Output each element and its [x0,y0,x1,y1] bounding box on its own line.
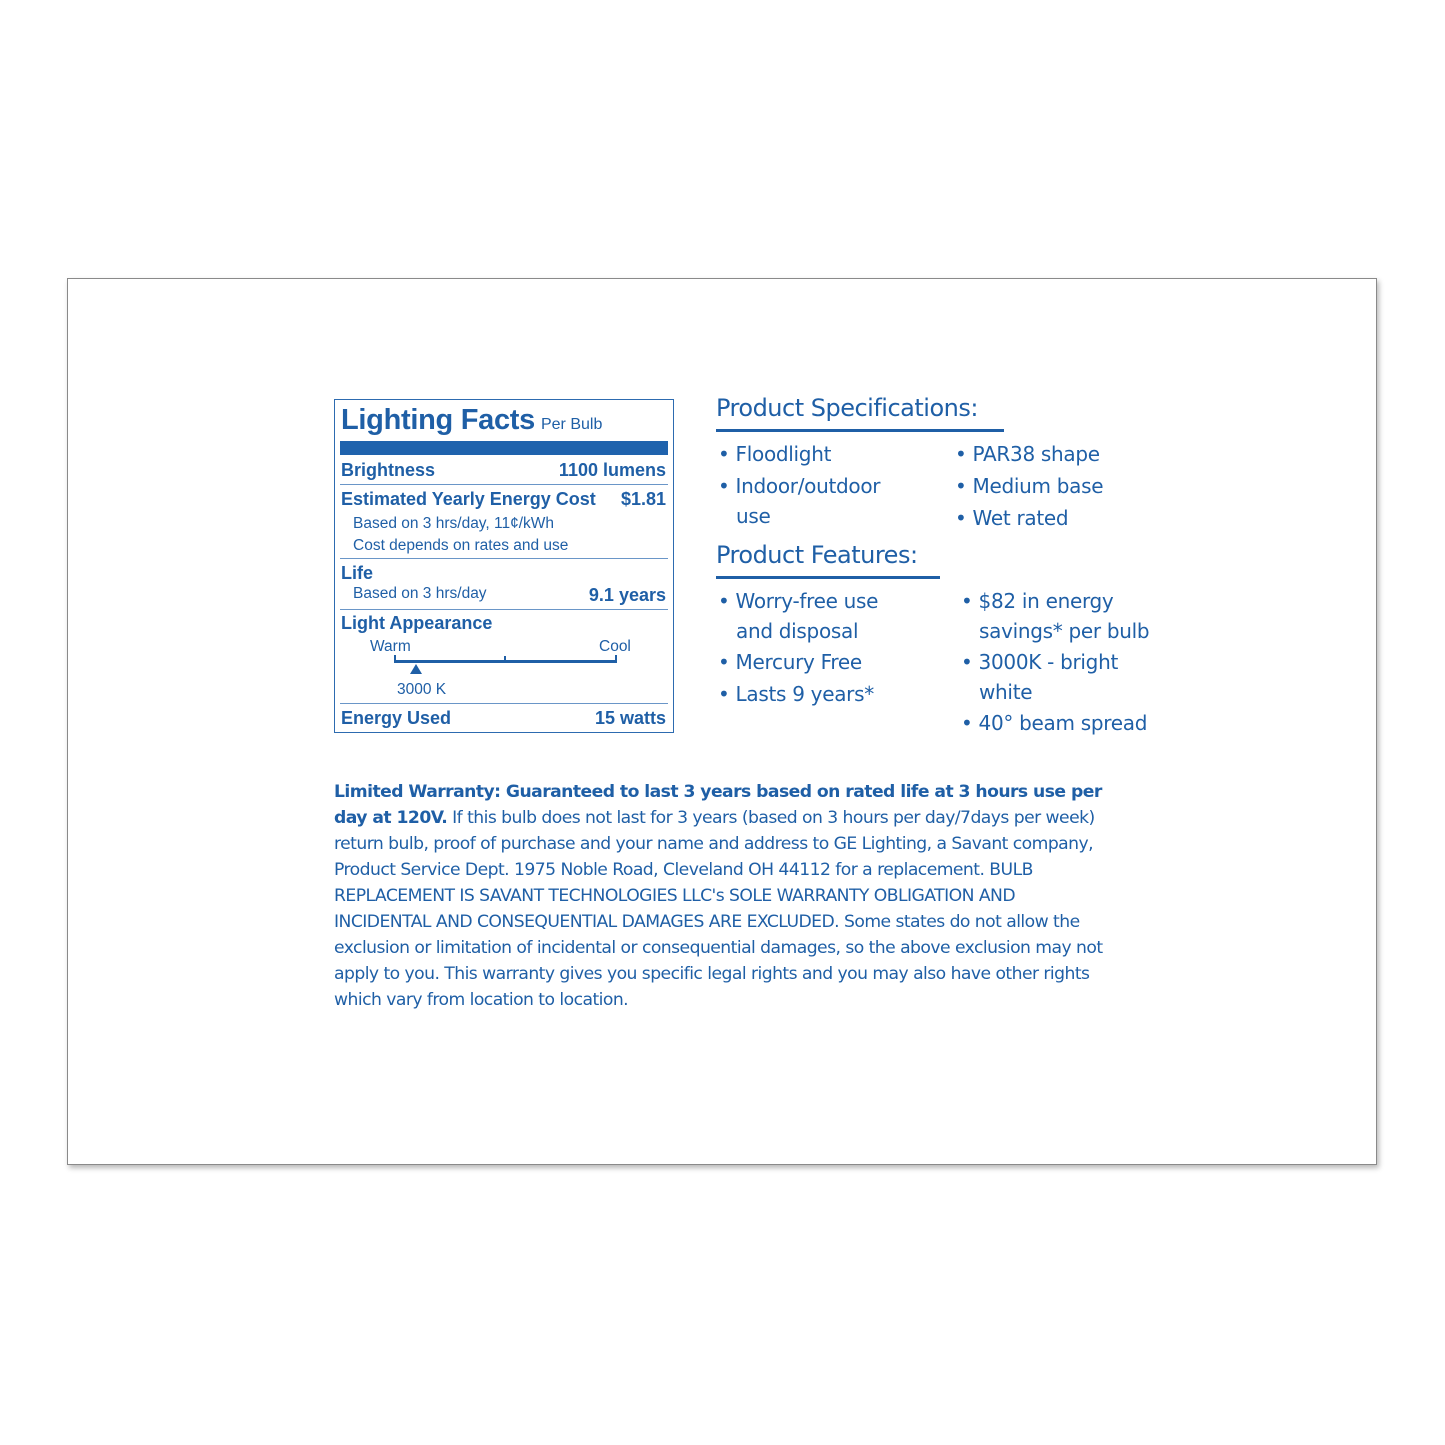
header-bar [340,441,668,455]
feature-item: • 3000K - bright white [961,650,1118,704]
specifications-heading: Product Specifications: [716,394,978,422]
energy-label: Energy Used [341,708,452,728]
scale-marker-icon [410,664,422,674]
cost-label: Estimated Yearly Energy Cost [341,489,596,509]
life-label: Life [341,563,374,583]
cost-note-1: Based on 3 hrs/day, 11¢/kWh [353,515,555,532]
appearance-value: 3000 K [397,681,447,698]
divider [340,558,668,559]
warranty-bold: Limited Warranty: Guaranteed to last 3 years based on rated life at 3 hours use per day at 120V. [334,782,1102,828]
lighting-facts-header [341,404,602,437]
feature-item: • $82 in energy savings* per bulb [961,589,1150,643]
spec-item: • Indoor/outdoor use [718,474,881,528]
divider [340,609,668,610]
spec-item: • PAR38 shape [955,442,1100,466]
feature-item: • Mercury Free [718,650,862,674]
spec-item: • Wet rated [955,506,1069,530]
warranty-body: If this bulb does not last for 3 years (based on 3 hours per day/7days per week) return bulb, proof of purchase and your name and address to GE Lighting, a Savant company, Product Service Dept. 1975 Noble Road, Cleveland OH 44112 for a replacement. BULB REPLACEMENT IS SAVANT TECHNOLOGIES LLC's SOLE WARRANTY OBLIGATION AND INCIDENTAL AND CONSEQUENTIAL DAMAGES ARE EXCLUDED. Some states do not allow the exclusion or limitation of incidental or consequential damages, so the above exclusion may not apply to you. This warranty gives you specific legal rights and you may also have other rights which vary from location to location. [334,808,1103,1010]
feature-item: • Worry-free use and disposal [718,589,879,643]
warm-label: Warm [370,638,411,655]
scale-tick [394,655,396,663]
scale-tick [615,655,617,663]
life-row [341,585,666,603]
divider [340,703,668,704]
life-note: Based on 3 hrs/day [353,585,487,602]
brightness-label: Brightness [341,460,436,480]
lighting-facts-title: Lighting Facts [341,404,535,436]
cost-note-2: Cost depends on rates and use [353,537,569,554]
energy-row [341,708,666,729]
features-heading: Product Features: [716,541,918,569]
cool-label: Cool [599,638,631,655]
appearance-label: Light Appearance [341,613,493,633]
specifications-underline [716,429,1004,432]
feature-item: • Lasts 9 years* [718,682,874,706]
spec-item: • Floodlight [718,442,832,466]
lighting-facts-subtitle: Per Bulb [540,416,603,433]
scale-tick [504,656,506,663]
energy-value: 15 watts [594,708,666,728]
cost-row [341,489,666,510]
spec-item: • Medium base [955,474,1104,498]
limited-warranty-text [334,779,1114,1013]
brightness-row [341,460,666,481]
lighting-facts-label [334,399,674,733]
features-underline [716,576,940,579]
divider [340,484,668,485]
life-value: 9.1 years [588,585,666,605]
brightness-value: 1100 lumens [558,460,666,480]
feature-item: • 40° beam spread [961,711,1148,735]
cost-value: $1.81 [620,489,666,509]
